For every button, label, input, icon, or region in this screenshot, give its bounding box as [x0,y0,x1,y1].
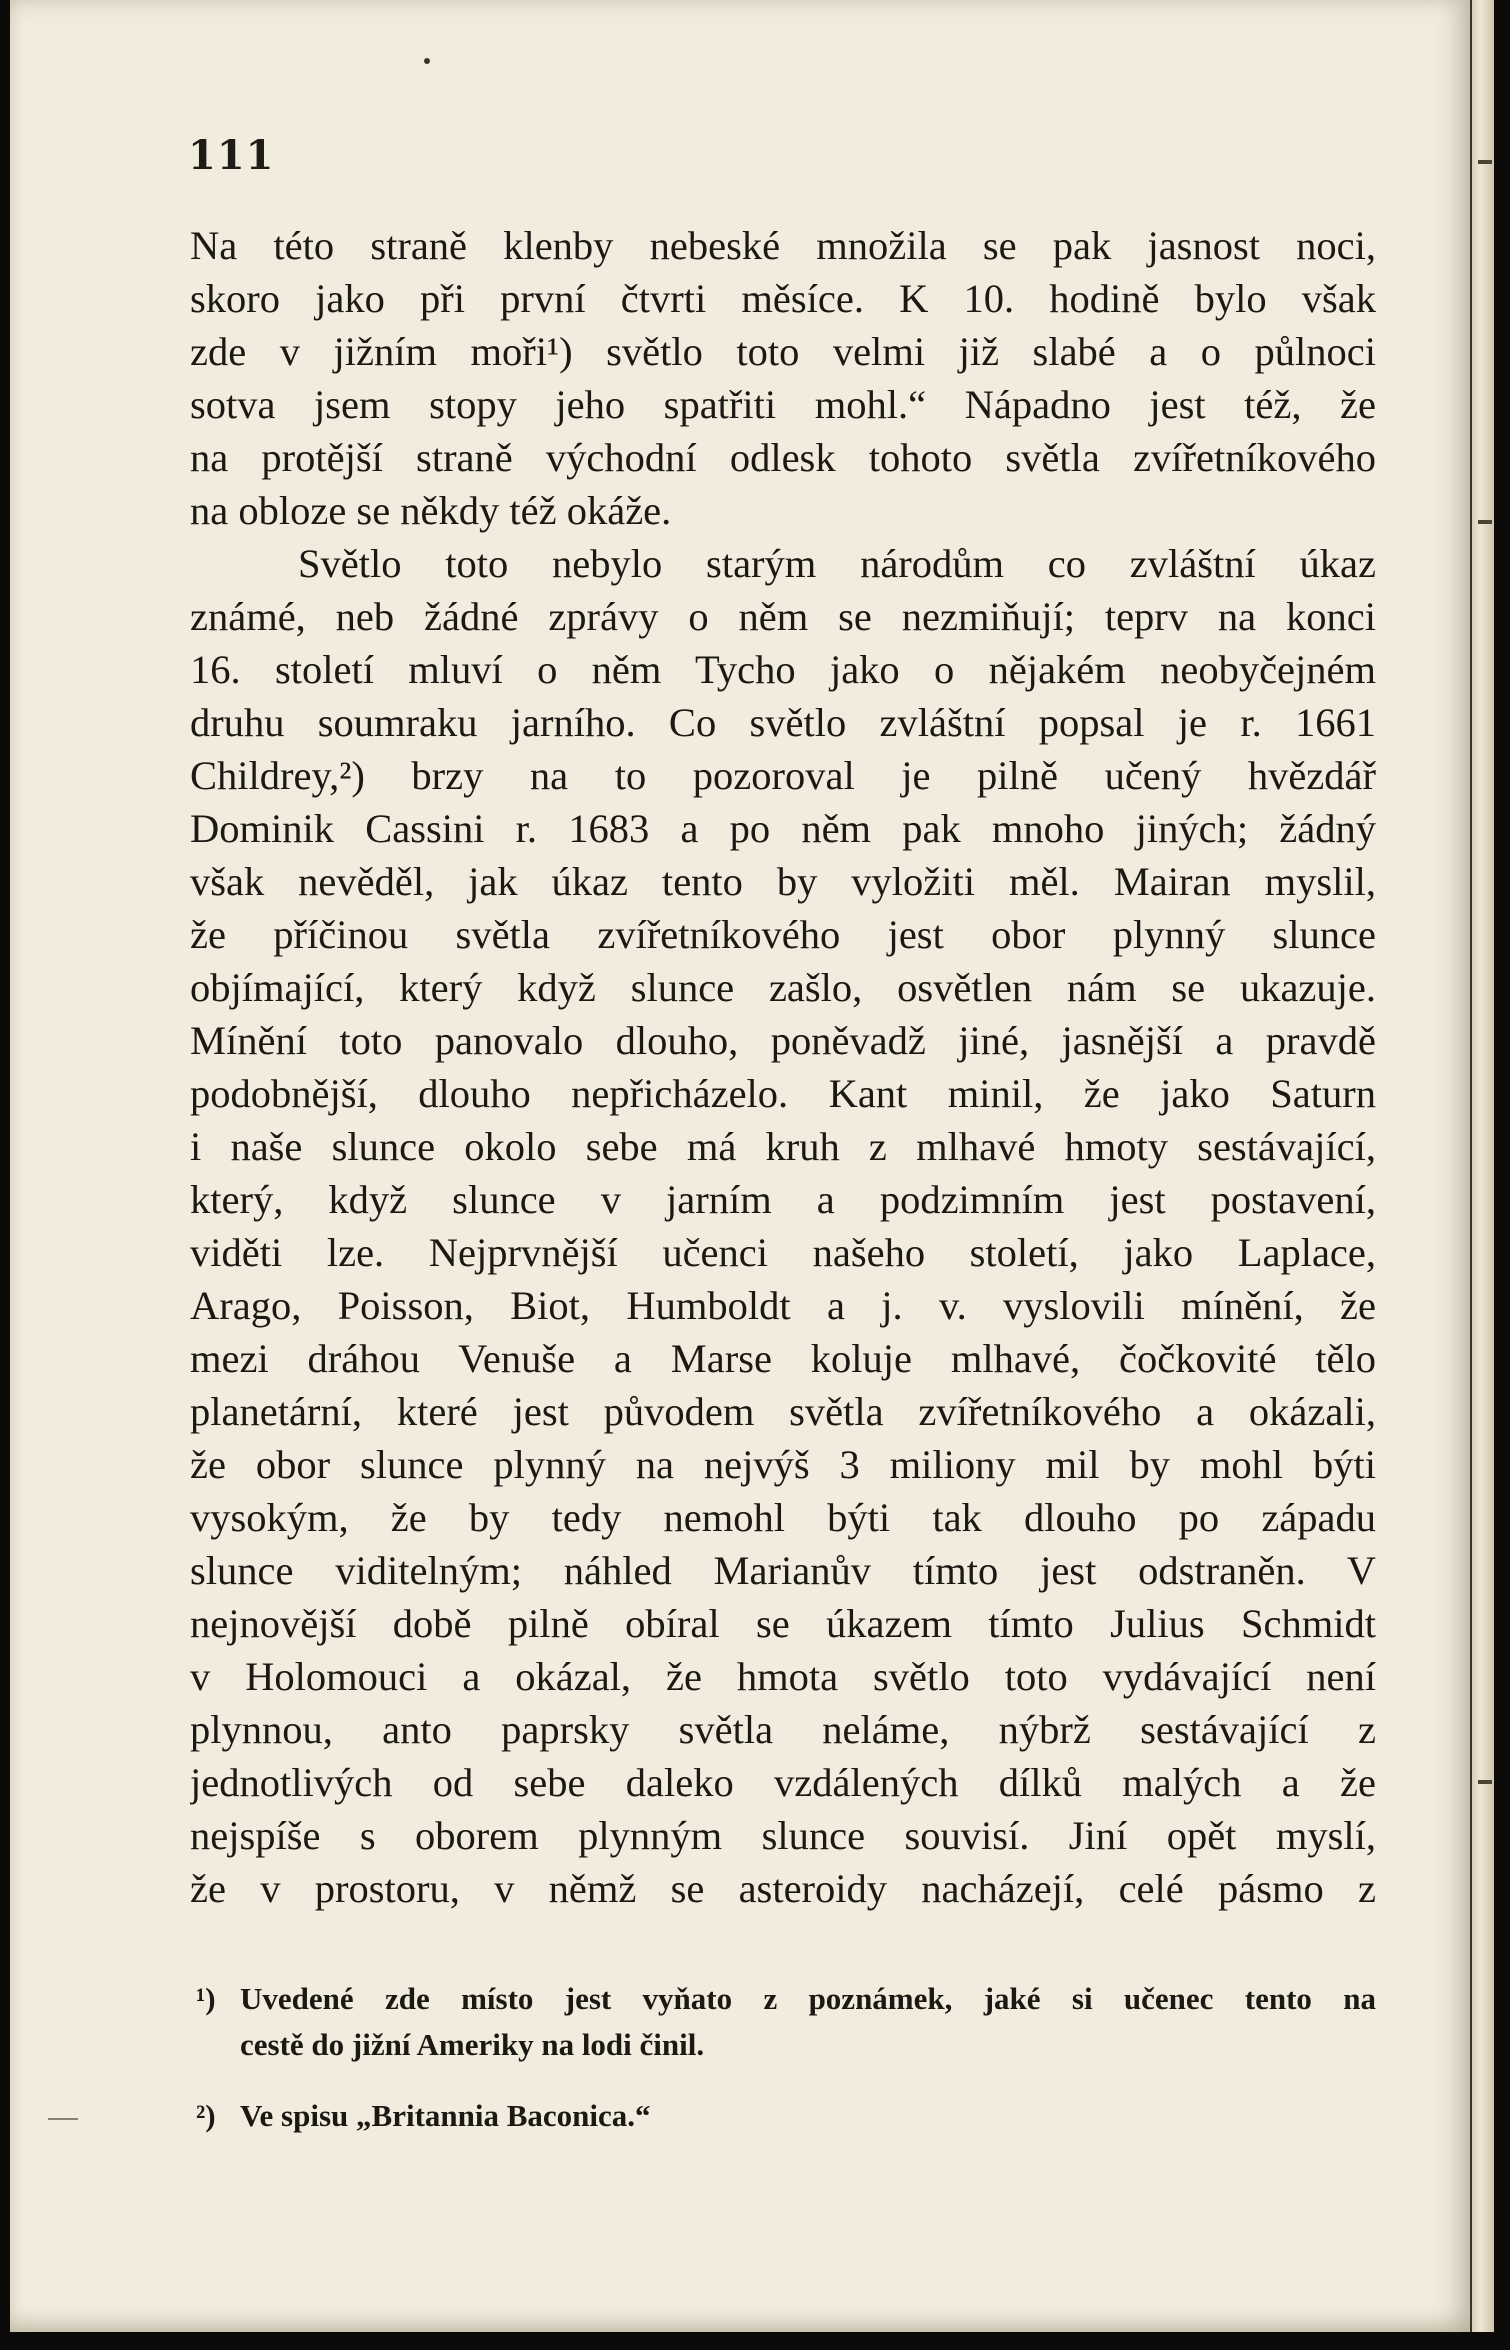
text-line: Na této straně klenby nebeské množila se pak jasnost noci, [190,223,1376,268]
footnote-text: Uvedené zde místo jest vyňato z poznámek, jaké si učenec tento na [240,1981,1376,2016]
text-line: viděti lze. Nejprvnější učenci našeho století, jako Laplace, [190,1230,1376,1275]
edge-tab-mark [1478,160,1492,164]
text-line: planetární, které jest původem světla zvířetníkového a okázali, [190,1389,1376,1434]
text-line: i naše slunce okolo sebe má kruh z mlhavé hmoty sestávající, [190,1124,1376,1169]
text-line: podobnější, dlouho nepřicházelo. Kant minil, že jako Saturn [190,1071,1376,1116]
text-line: vysokým, že by tedy nemohl býti tak dlouho po západu [190,1495,1376,1540]
next-page-edge [1470,0,1494,2332]
footnote-marker: ¹) [196,1981,216,2016]
text-line: nejspíše s oborem plynným slunce souvisí. Jiní opět myslí, [190,1813,1376,1858]
footnote-text: cestě do jižní Ameriky na lodi činil. [240,2027,705,2062]
footnote-text: Ve spisu „Britannia Baconica.“ [240,2098,651,2133]
ink-speck [424,58,430,64]
page-number: 111 [188,132,275,179]
text-line: že obor slunce plynný na nejvýš 3 miliony mil by mohl býti [190,1442,1376,1487]
text-line: že v prostoru, v němž se asteroidy nacházejí, celé pásmo z [190,1866,1376,1911]
text-line: že příčinou světla zvířetníkového jest obor plynný slunce [190,912,1376,957]
text-line: sotva jsem stopy jeho spatřiti mohl.“ Nápadno jest též, že [190,382,1376,427]
text-line: Childrey,²) brzy na to pozoroval je pilně učený hvězdář [190,753,1376,798]
text-line: objímající, který když slunce zašlo, osvětlen nám se ukazuje. [190,965,1376,1010]
text-line: plynnou, anto paprsky světla neláme, nýbrž sestávající z [190,1707,1376,1752]
text-line: na obloze se někdy též okáže. [190,488,672,533]
footnote-marker: ²) [196,2098,216,2133]
edge-tab-mark [1478,520,1492,524]
text-line: slunce viditelným; náhled Marianův tímto jest odstraněn. V [190,1548,1376,1593]
text-line: v Holomouci a okázal, že hmota světlo toto vydávající není [190,1654,1376,1699]
text-line: Arago, Poisson, Biot, Humboldt a j. v. vyslovili mínění, že [190,1283,1376,1328]
text-line: na protější straně východní odlesk tohoto světla zvířetníkového [190,435,1376,480]
text-line: jednotlivých od sebe daleko vzdálených dílků malých a že [190,1760,1376,1805]
text-line: známé, neb žádné zprávy o něm se nezmiňují; teprv na konci [190,594,1376,639]
paragraph-first-line: Světlo toto nebylo starým národům co zvláštní úkaz [298,541,1376,586]
text-line: 16. století mluví o něm Tycho jako o nějakém neobyčejném [190,647,1376,692]
text-line: nejnovější době pilně obíral se úkazem tímto Julius Schmidt [190,1601,1376,1646]
text-line: zde v jižním moři¹) světlo toto velmi již slabé a o půlnoci [190,329,1376,374]
text-line: který, když slunce v jarním a podzimním jest postavení, [190,1177,1376,1222]
text-line: Mínění toto panovalo dlouho, poněvadž jiné, jasnější a pravdě [190,1018,1376,1063]
text-line: mezi dráhou Venuše a Marse koluje mlhavé, čočkovité tělo [190,1336,1376,1381]
text-line: druhu soumraku jarního. Co světlo zvláštní popsal je r. 1661 [190,700,1376,745]
margin-mark [48,2118,78,2120]
text-line: skoro jako při první čtvrti měsíce. K 10. hodině bylo však [190,276,1376,321]
edge-tab-mark [1478,1780,1492,1784]
text-line: však nevěděl, jak úkaz tento by vyložiti měl. Mairan myslil, [190,859,1376,904]
text-line: Dominik Cassini r. 1683 a po něm pak mnoho jiných; žádný [190,806,1376,851]
